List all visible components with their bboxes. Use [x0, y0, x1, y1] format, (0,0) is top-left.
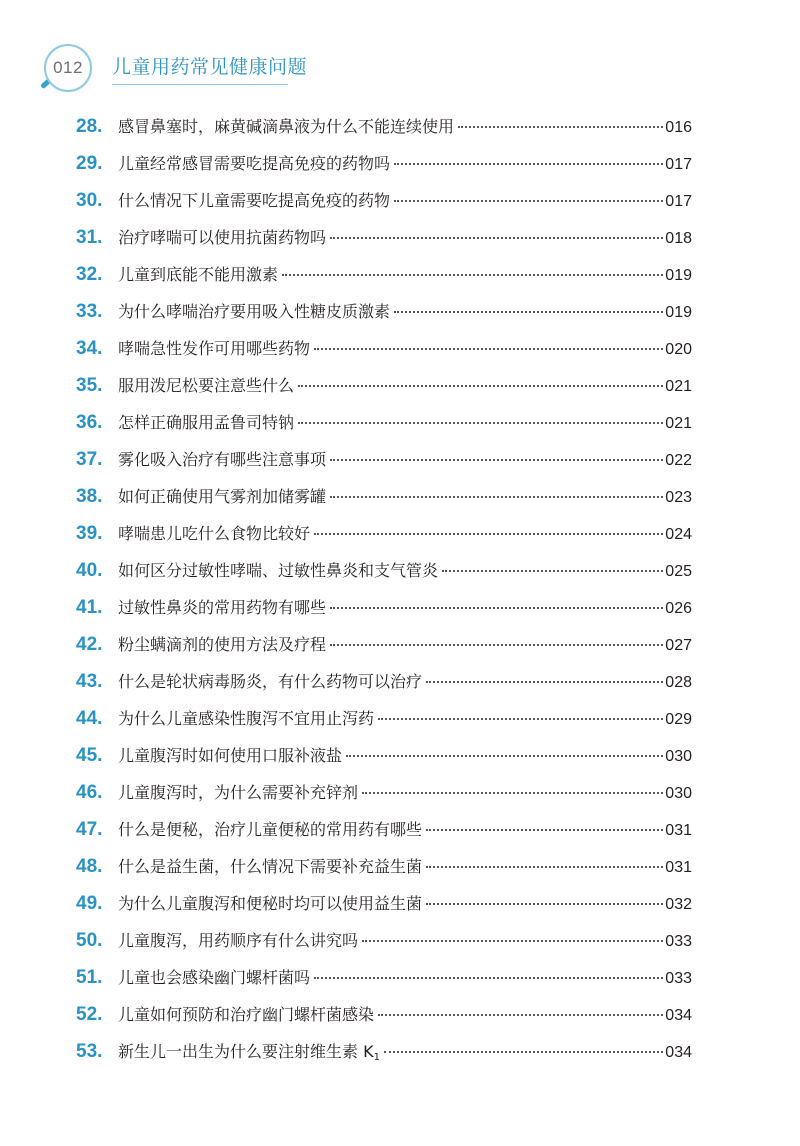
- dot-leader: [298, 422, 663, 424]
- toc-entry[interactable]: [76, 515, 692, 552]
- entry-title-text: 如何区分过敏性哮喘、过敏性鼻炎和支气管炎: [118, 561, 439, 580]
- entry-title: [118, 885, 422, 922]
- title-divider: [112, 84, 288, 85]
- entry-title: [118, 922, 358, 959]
- entry-title: [118, 219, 326, 256]
- entry-page-number: 026: [665, 600, 692, 617]
- dot-leader: [330, 459, 663, 461]
- entry-title: [118, 589, 326, 626]
- toc-entry[interactable]: [76, 774, 692, 811]
- entry-title-text: 为什么哮喘治疗要用吸入性糖皮质激素: [118, 302, 391, 321]
- toc-entry[interactable]: [76, 922, 692, 959]
- entry-title-text: 雾化吸入治疗有哪些注意事项: [118, 450, 327, 469]
- entry-page-number: 017: [665, 193, 692, 210]
- entry-title: [118, 478, 326, 515]
- entry-title-text: 儿童到底能不能用激素: [118, 265, 279, 284]
- entry-title-text: 儿童腹泻时，为什么需要补充锌剂: [118, 783, 359, 802]
- entry-title-text: 什么情况下儿童需要吃提高免疫的药物: [118, 191, 391, 210]
- entry-number: 35.: [76, 375, 103, 396]
- entry-number: 31.: [76, 227, 103, 248]
- toc-entry[interactable]: [76, 404, 692, 441]
- entry-title: [118, 330, 310, 367]
- entry-number: 52.: [76, 1004, 103, 1025]
- toc-entry[interactable]: [76, 367, 692, 404]
- toc-entry[interactable]: [76, 478, 692, 515]
- dot-leader: [426, 903, 663, 905]
- entry-title: [118, 108, 454, 145]
- dot-leader: [298, 385, 663, 387]
- entry-number: 34.: [76, 338, 103, 359]
- dot-leader: [362, 792, 663, 794]
- entry-title-text: 治疗哮喘可以使用抗菌药物吗: [118, 228, 327, 247]
- entry-title-text: 怎样正确服用孟鲁司特钠: [118, 413, 295, 432]
- entry-number: 33.: [76, 301, 103, 322]
- dot-leader: [330, 237, 663, 239]
- entry-title-text: 感冒鼻塞时，麻黄碱滴鼻液为什么不能连续使用: [118, 117, 455, 136]
- toc-entry[interactable]: [76, 256, 692, 293]
- page-number: 012: [44, 44, 92, 92]
- entry-number: 51.: [76, 967, 103, 988]
- entry-title-subscript: 1: [373, 1052, 380, 1063]
- toc-entry[interactable]: [76, 219, 692, 256]
- entry-title-text: 儿童腹泻时如何使用口服补液盐: [118, 746, 343, 765]
- entry-title: [118, 811, 422, 848]
- dot-leader: [330, 496, 663, 498]
- toc-entry[interactable]: [76, 700, 692, 737]
- entry-number: 50.: [76, 930, 103, 951]
- toc-entry[interactable]: [76, 848, 692, 885]
- dot-leader: [346, 755, 663, 757]
- dot-leader: [426, 681, 663, 683]
- entry-title-text: 儿童经常感冒需要吃提高免疫的药物吗: [118, 154, 391, 173]
- dot-leader: [378, 1014, 663, 1016]
- entry-title-text: 儿童腹泻，用药顺序有什么讲究吗: [118, 931, 359, 950]
- dot-leader: [442, 570, 663, 572]
- entry-title-text: 什么是益生菌，什么情况下需要补充益生菌: [118, 857, 423, 876]
- entry-number: 49.: [76, 893, 103, 914]
- entry-title: [118, 737, 342, 774]
- entry-page-number: 019: [665, 304, 692, 321]
- entry-page-number: 023: [665, 489, 692, 506]
- entry-title: [118, 774, 358, 811]
- toc-entry[interactable]: [76, 1033, 692, 1070]
- entry-page-number: 027: [665, 637, 692, 654]
- entry-number: 29.: [76, 153, 103, 174]
- entry-title: [118, 293, 390, 330]
- dot-leader: [394, 200, 663, 202]
- entry-number: 40.: [76, 560, 103, 581]
- entry-number: 45.: [76, 745, 103, 766]
- entry-page-number: 031: [665, 822, 692, 839]
- toc-entry[interactable]: [76, 182, 692, 219]
- entry-title: [118, 256, 278, 293]
- entry-number: 38.: [76, 486, 103, 507]
- entry-page-number: 034: [665, 1044, 692, 1061]
- toc-entry[interactable]: [76, 811, 692, 848]
- dot-leader: [330, 644, 663, 646]
- entry-page-number: 030: [665, 748, 692, 765]
- entry-title-text: 新生儿一出生为什么要注射维生素 K: [118, 1042, 374, 1061]
- entry-page-number: 030: [665, 785, 692, 802]
- entry-title: [118, 145, 390, 182]
- dot-leader: [384, 1051, 663, 1053]
- toc-entry[interactable]: [76, 626, 692, 663]
- entry-page-number: 022: [665, 452, 692, 469]
- entry-number: 30.: [76, 190, 103, 211]
- entry-title: [118, 367, 294, 404]
- entry-number: 53.: [76, 1041, 103, 1062]
- dot-leader: [282, 274, 663, 276]
- entry-page-number: 028: [665, 674, 692, 691]
- toc-entry[interactable]: [76, 552, 692, 589]
- entry-number: 36.: [76, 412, 103, 433]
- entry-title: [118, 700, 374, 737]
- entry-title-text: 过敏性鼻炎的常用药物有哪些: [118, 598, 327, 617]
- entry-number: 44.: [76, 708, 103, 729]
- entry-page-number: 033: [665, 970, 692, 987]
- entry-number: 46.: [76, 782, 103, 803]
- dot-leader: [458, 126, 663, 128]
- entry-title: [118, 404, 294, 441]
- toc-entry[interactable]: [76, 108, 692, 145]
- entry-title-text: 哮喘患儿吃什么食物比较好: [118, 524, 311, 543]
- toc-entry[interactable]: [76, 663, 692, 700]
- toc-entry[interactable]: [76, 293, 692, 330]
- entry-page-number: 029: [665, 711, 692, 728]
- entry-title-text: 如何正确使用气雾剂加储雾罐: [118, 487, 327, 506]
- entry-title: [118, 515, 310, 552]
- entry-title-text: 什么是便秘，治疗儿童便秘的常用药有哪些: [118, 820, 423, 839]
- entry-page-number: 033: [665, 933, 692, 950]
- entry-number: 43.: [76, 671, 103, 692]
- entry-number: 39.: [76, 523, 103, 544]
- entry-page-number: 031: [665, 859, 692, 876]
- dot-leader: [426, 829, 663, 831]
- toc-entry[interactable]: [76, 589, 692, 626]
- page-header: [0, 0, 800, 100]
- toc-entry[interactable]: [76, 885, 692, 922]
- table-of-contents: [76, 108, 692, 1070]
- entry-number: 47.: [76, 819, 103, 840]
- entry-title-text: 为什么儿童感染性腹泻不宜用止泻药: [118, 709, 375, 728]
- entry-title-text: 儿童也会感染幽门螺杆菌吗: [118, 968, 311, 987]
- toc-entry[interactable]: [76, 330, 692, 367]
- entry-page-number: 020: [665, 341, 692, 358]
- entry-title: [118, 626, 326, 663]
- dot-leader: [314, 348, 663, 350]
- entry-number: 32.: [76, 264, 103, 285]
- entry-title: [118, 959, 310, 996]
- entry-title-text: 哮喘急性发作可用哪些药物: [118, 339, 311, 358]
- entry-title: [118, 848, 422, 885]
- entry-title-text: 服用泼尼松要注意些什么: [118, 376, 295, 395]
- entry-page-number: 034: [665, 1007, 692, 1024]
- entry-number: 42.: [76, 634, 103, 655]
- entry-page-number: 018: [665, 230, 692, 247]
- dot-leader: [314, 533, 663, 535]
- entry-page-number: 019: [665, 267, 692, 284]
- entry-number: 37.: [76, 449, 103, 470]
- entry-page-number: 021: [665, 415, 692, 432]
- dot-leader: [426, 866, 663, 868]
- dot-leader: [314, 977, 663, 979]
- toc-entry[interactable]: [76, 145, 692, 182]
- entry-title: [118, 182, 390, 219]
- toc-entry[interactable]: [76, 959, 692, 996]
- book-title: 儿童用药常见健康问题: [112, 56, 308, 78]
- entry-page-number: 024: [665, 526, 692, 543]
- dot-leader: [330, 607, 663, 609]
- entry-number: 41.: [76, 597, 103, 618]
- entry-page-number: 032: [665, 896, 692, 913]
- entry-page-number: 016: [665, 119, 692, 136]
- toc-entry[interactable]: [76, 737, 692, 774]
- entry-title: [118, 552, 438, 589]
- dot-leader: [394, 163, 663, 165]
- entry-title-text: 什么是轮状病毒肠炎，有什么药物可以治疗: [118, 672, 423, 691]
- entry-title-text: 为什么儿童腹泻和便秘时均可以使用益生菌: [118, 894, 423, 913]
- toc-entry[interactable]: [76, 996, 692, 1033]
- dot-leader: [362, 940, 663, 942]
- dot-leader: [378, 718, 663, 720]
- entry-number: 48.: [76, 856, 103, 877]
- toc-entry[interactable]: [76, 441, 692, 478]
- dot-leader: [394, 311, 663, 313]
- entry-title-text: 儿童如何预防和治疗幽门螺杆菌感染: [118, 1005, 375, 1024]
- entry-number: 28.: [76, 116, 103, 137]
- entry-title: [118, 1033, 380, 1076]
- entry-page-number: 025: [665, 563, 692, 580]
- entry-page-number: 017: [665, 156, 692, 173]
- entry-page-number: 021: [665, 378, 692, 395]
- entry-title: [118, 996, 374, 1033]
- entry-title-text: 粉尘螨滴剂的使用方法及疗程: [118, 635, 327, 654]
- entry-title: [118, 441, 326, 478]
- entry-title: [118, 663, 422, 700]
